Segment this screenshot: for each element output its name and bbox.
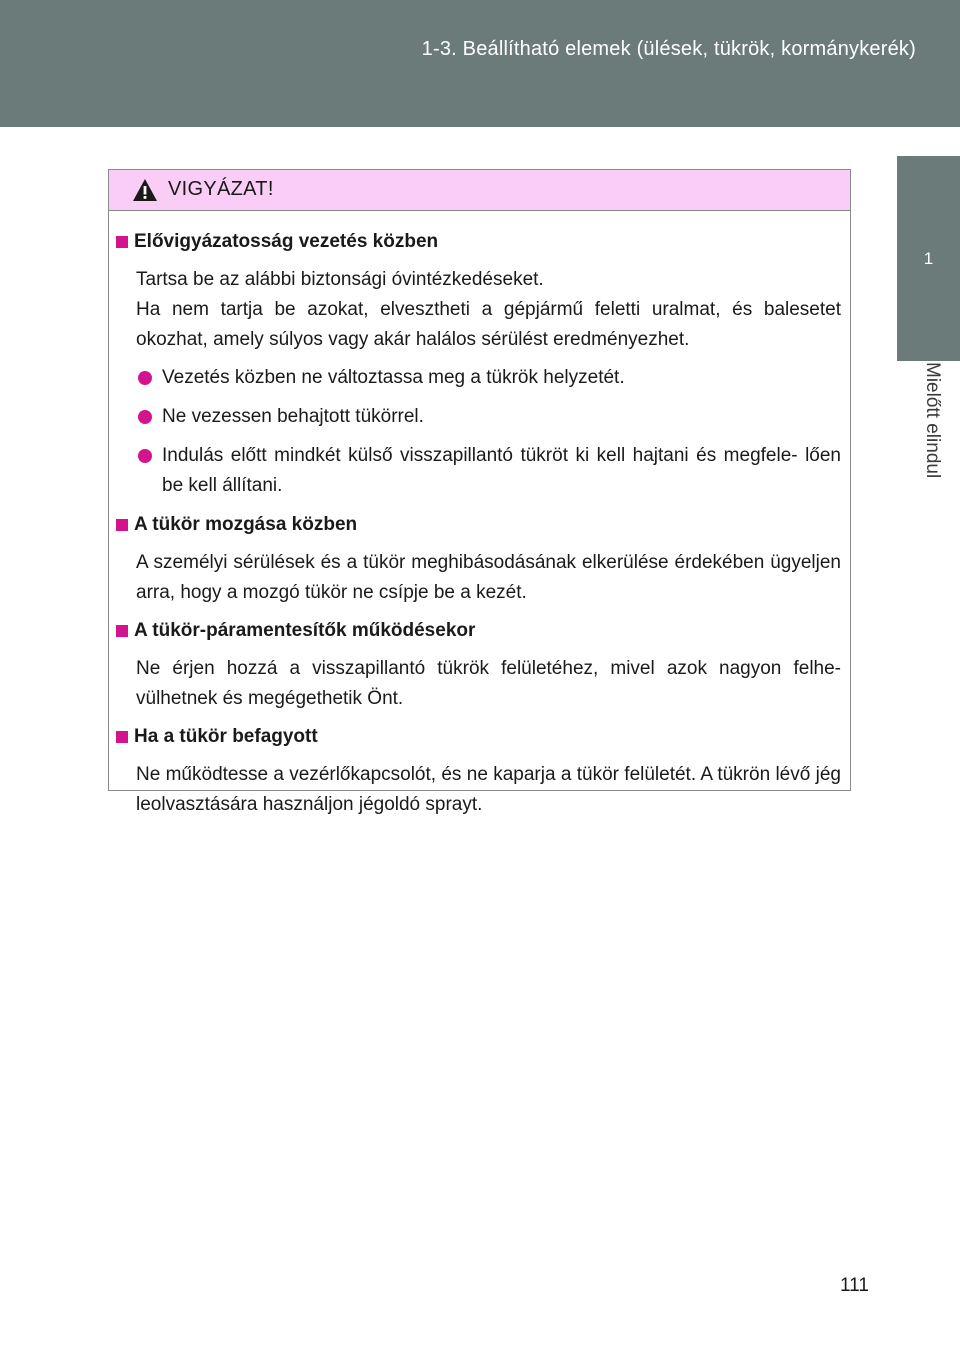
warning-header <box>109 170 850 211</box>
bullet-text: Vezetés közben ne változtassa meg a tükrök helyzetét. <box>162 367 625 388</box>
section-driving-precautions <box>116 227 841 501</box>
bullet-text: Indulás előtt mindkét külső visszapillantó tükröt ki kell hajtani és megfele- lően be kell állítani. <box>162 445 841 496</box>
paragraph: Ha nem tartja be azokat, elvesztheti a gépjármű feletti uralmat, és balesetet okozhat, amely súlyos vagy akár halálos sérülést eredményezhet. <box>136 299 841 350</box>
paragraph: Tartsa be az alábbi biztonsági óvintézkedéseket. <box>136 269 544 290</box>
chapter-label: Mielőtt elindul <box>922 362 943 479</box>
section-title-text: A tükör-páramentesítők működésekor <box>134 620 476 641</box>
section-mirror-defoggers <box>116 616 841 714</box>
warning-box <box>108 169 851 815</box>
section-text: Ne működtesse a vezérlőkapcsolót, és ne kaparja a tükör felületét. A tükrön lévő jég leolvasztására használjon jégoldó sprayt. <box>136 764 841 815</box>
section-title <box>116 510 841 540</box>
square-bullet-icon <box>116 625 128 637</box>
round-bullet-icon <box>138 410 152 424</box>
section-mirror-frozen <box>116 722 841 820</box>
section-text: A személyi sérülések és a tükör meghibásodásának elkerülése érdekében ügyeljen arra, hogy a mozgó tükör ne csípje be a kezét. <box>136 552 841 603</box>
bullet-item <box>162 363 841 393</box>
chapter-title: 1-3. Beállítható elemek (ülések, tükrök, kormánykerék) <box>421 38 916 60</box>
chapter-tab <box>897 156 960 361</box>
section-title <box>116 227 841 257</box>
bullet-item <box>162 402 841 432</box>
section-mirror-moving <box>116 510 841 608</box>
section-text: Ne érjen hozzá a visszapillantó tükrök felületéhez, mivel azok nagyon felhe- vülhetnek és megégethetik Önt. <box>136 658 841 709</box>
square-bullet-icon <box>116 519 128 531</box>
section-title <box>116 722 841 752</box>
round-bullet-icon <box>138 449 152 463</box>
square-bullet-icon <box>116 236 128 248</box>
warning-triangle-icon <box>132 178 158 202</box>
warning-body <box>109 211 850 820</box>
warning-title: VIGYÁZAT! <box>168 178 274 200</box>
chapter-number: 1 <box>923 249 934 268</box>
bullet-item <box>162 441 841 501</box>
section-text <box>136 265 841 355</box>
round-bullet-icon <box>138 371 152 385</box>
header-band <box>0 0 960 127</box>
bullet-text: Ne vezessen behajtott tükörrel. <box>162 406 424 427</box>
square-bullet-icon <box>116 731 128 743</box>
section-title <box>116 616 841 646</box>
page-number: 111 <box>840 1275 869 1296</box>
section-title-text: A tükör mozgása közben <box>134 514 358 535</box>
section-title-text: Ha a tükör befagyott <box>134 726 318 747</box>
section-title-text: Elővigyázatosság vezetés közben <box>134 231 439 252</box>
